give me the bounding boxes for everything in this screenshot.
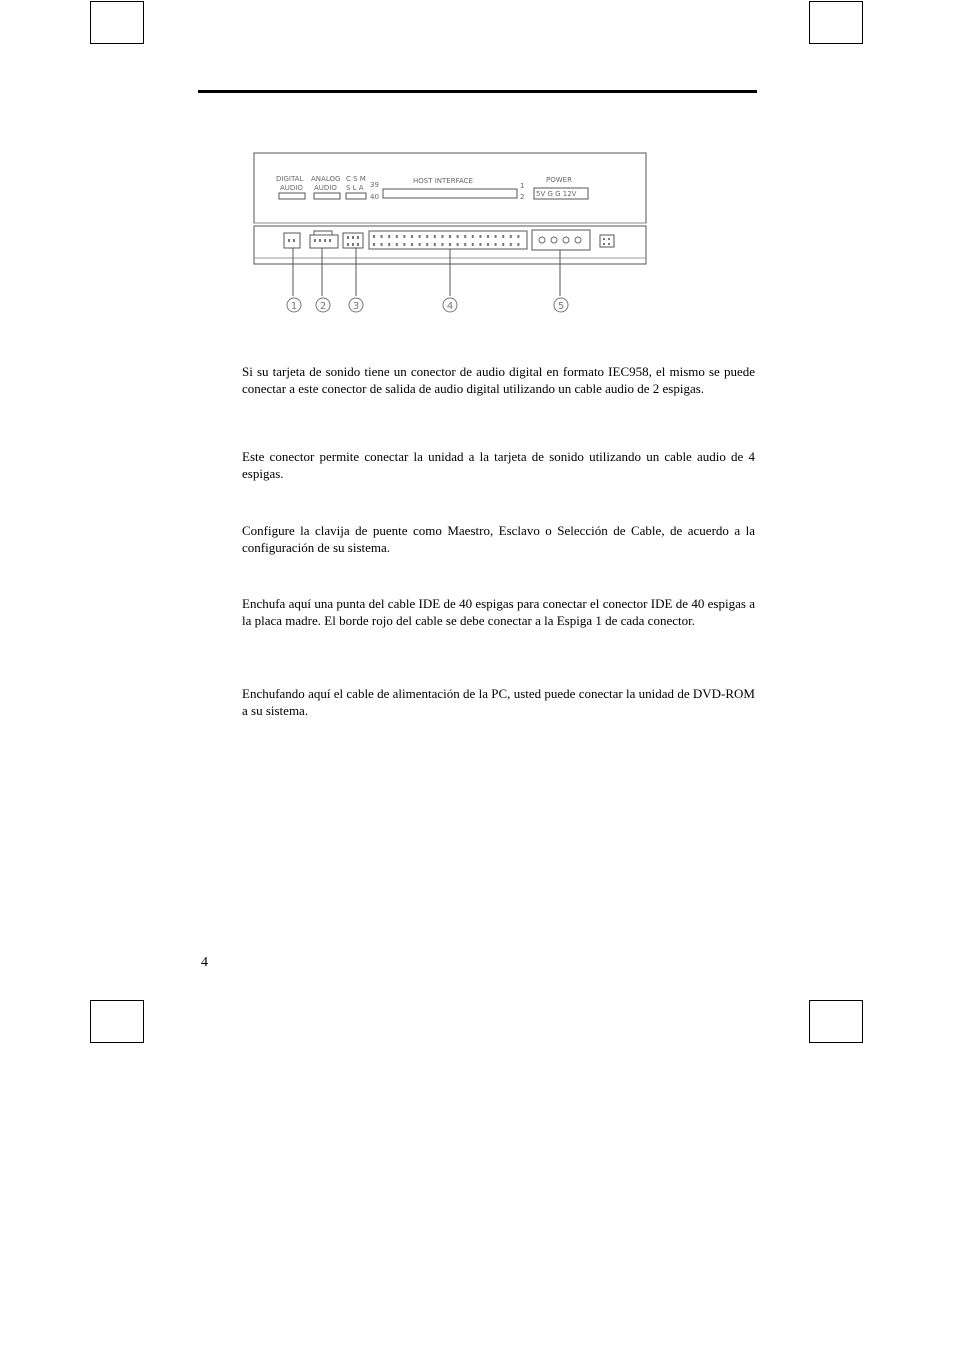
ide-pin [419,235,421,238]
drive-rear-panel-diagram [250,148,650,318]
ide-pin [381,243,383,246]
ide-pin [434,235,436,238]
ide-pin [441,243,443,246]
ide-pin [487,235,489,238]
ide-pin [457,243,459,246]
ide-pin [495,235,497,238]
ide-pin [426,243,428,246]
ide-pin [396,235,398,238]
ide-pin [388,243,390,246]
label-analog-audio: AUDIO [314,184,337,192]
label-pin-40: 40 [370,193,379,201]
ide-pin [510,243,512,246]
ide-pin [388,235,390,238]
ide-pin [479,235,481,238]
ide-pin [449,243,451,246]
page-number: 4 [201,955,208,970]
ide-pin [419,243,421,246]
ide-pin [479,243,481,246]
label-host-interface: HOST INTERFACE [413,177,473,185]
ide-pin [403,243,405,246]
ide-pin [381,235,383,238]
ide-pin [510,235,512,238]
label-digital-audio: AUDIO [280,184,303,192]
paragraph-ide-interface: Enchufa aquí una punta del cable IDE de 40 espigas para conectar el conector IDE de 40 espigas a la placa madre. El borde rojo del cable se debe conectar a la Espiga 1 de cada conector. [242,596,755,628]
label-pin-1: 1 [520,182,525,190]
ide-pin [517,235,519,238]
callout-5: 5 [557,301,565,312]
label-analog: ANALOG [311,175,341,183]
header-rule [198,90,757,93]
ide-pin [487,243,489,246]
paragraph-power: Enchufando aquí el cable de alimentación de la PC, usted puede conectar la unidad de DVD-ROM a su sistema. [242,686,755,718]
callout-4: 4 [446,301,454,312]
crop-mark-bottom-right [809,1000,863,1043]
label-digital: DIGITAL [276,175,304,183]
ide-pin [502,243,504,246]
ide-pin [472,243,474,246]
crop-mark-bottom-left [90,1000,144,1043]
crop-mark-top-right [809,1,863,44]
ide-pin [434,243,436,246]
ide-pin [472,235,474,238]
ide-pin [449,235,451,238]
ide-pin [457,235,459,238]
label-csm: C S M [346,175,366,183]
ide-pin [464,243,466,246]
ide-pin [441,235,443,238]
label-sla: S L A [346,184,364,192]
label-power-pins: 5V G G 12V [536,190,577,198]
ide-pin [411,235,413,238]
label-pin-2: 2 [520,193,525,201]
ide-pin [396,243,398,246]
paragraph-digital-audio: Si su tarjeta de sonido tiene un conector de audio digital en formato IEC958, el mismo se puede conectar a este conector de salida de audio digital utilizando un cable audio de 2 espigas. [242,364,755,396]
crop-mark-top-left [90,1,144,44]
paragraph-analog-audio: Este conector permite conectar la unidad a la tarjeta de sonido utilizando un cable audio de 4 espigas. [242,449,755,481]
ide-pin [464,235,466,238]
callout-2: 2 [319,301,327,312]
ide-pin [495,243,497,246]
ide-pin [517,243,519,246]
label-power: POWER [546,176,572,184]
ide-pin [373,243,375,246]
ide-pin [373,235,375,238]
paragraph-jumper: Configure la clavija de puente como Maestro, Esclavo o Selección de Cable, de acuerdo a la configuración de su sistema. [242,523,755,555]
ide-pin [426,235,428,238]
callout-1: 1 [290,301,298,312]
ide-pin [502,235,504,238]
ide-pin [411,243,413,246]
ide-pin [403,235,405,238]
callout-3: 3 [352,301,360,312]
label-pin-39: 39 [370,181,379,189]
